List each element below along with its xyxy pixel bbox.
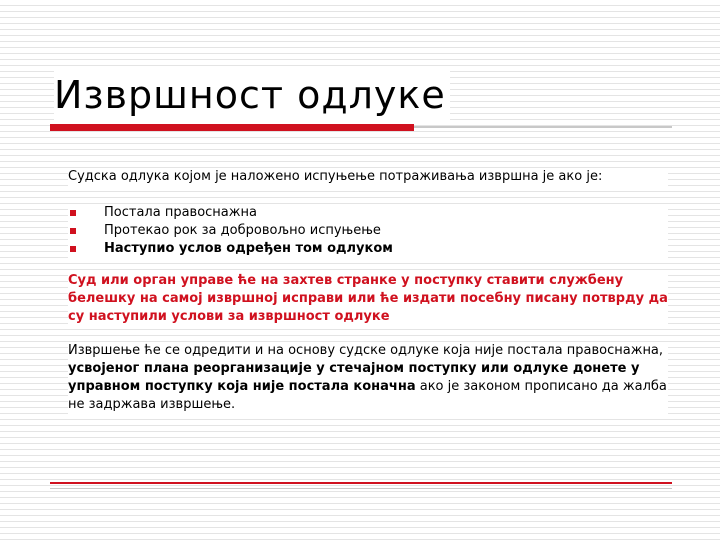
list-item-text: Протекао рок за добровољно испуњење bbox=[104, 223, 381, 238]
slide-title: Извршност одлуке bbox=[54, 70, 450, 120]
enforcement-text-part3: ако је законом прописано да жалба не задржава извршење. bbox=[68, 379, 667, 412]
footer-rule-accent bbox=[50, 482, 672, 484]
square-bullet-icon bbox=[70, 210, 76, 216]
list-item-text: Постала правоснажна bbox=[104, 205, 257, 220]
list-item bbox=[68, 240, 668, 258]
intro-text: Судска одлука којом је наложено испуњење потраживања извршна је ако је: bbox=[68, 168, 668, 186]
footer-rule bbox=[50, 488, 672, 489]
enforcement-text-emphasis: усвојеног плана реорганизације у стечајном поступку или одлуке донете у управном поступку која није постала коначна bbox=[68, 361, 640, 394]
enforcement-text-part1: Извршење ће се одредити и на основу судске одлуке која није постала правоснажна, bbox=[68, 343, 664, 358]
enforcement-paragraph bbox=[68, 342, 668, 414]
certificate-paragraph bbox=[68, 272, 668, 326]
list-item-text: Наступио услов одређен том одлуком bbox=[104, 241, 393, 256]
slide-body bbox=[68, 168, 668, 414]
square-bullet-icon bbox=[70, 246, 76, 252]
certificate-lead-text: Суд или орган управе ће на захтев странке у поступку ставити службену белешку на самој извршној исправи или ће издати посебну писану потврду да су наступили услови за извршност одлуке bbox=[68, 273, 668, 324]
title-underline-accent bbox=[50, 124, 414, 131]
list-item bbox=[68, 222, 668, 240]
condition-list bbox=[68, 204, 668, 258]
square-bullet-icon bbox=[70, 228, 76, 234]
list-item bbox=[68, 204, 668, 222]
title-underline-rule bbox=[414, 126, 672, 128]
